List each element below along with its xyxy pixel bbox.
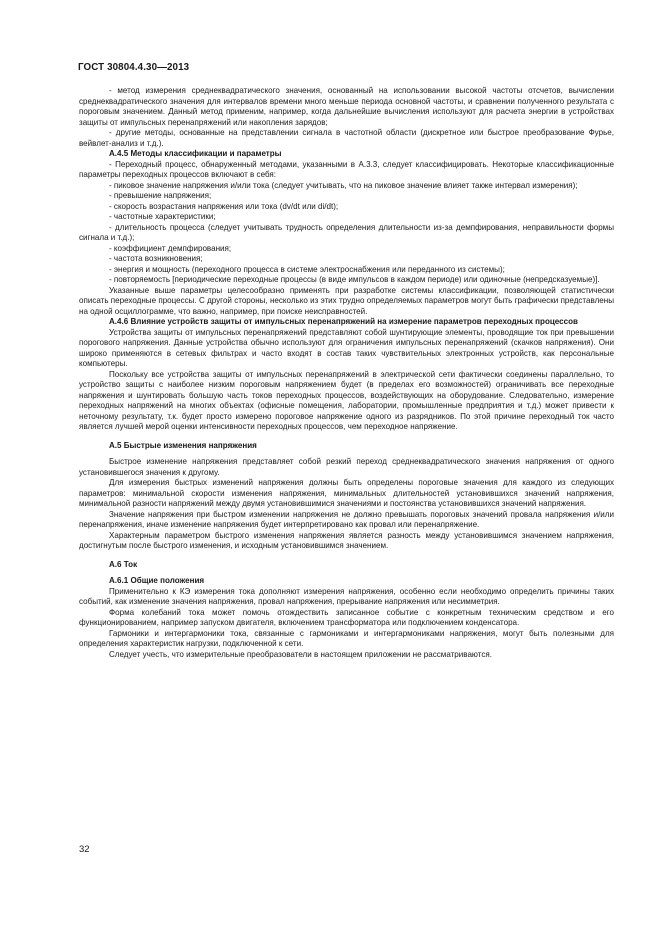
list-item: - скорость возрастания напряжения или тока (dv/dt или di/dt); — [109, 201, 339, 211]
paragraph: Форма колебаний тока может помочь отождествить записанное событие с конкретным техническим средством и его функционированием, например запуском двигателя, включением трансформатора или подключением конденсатора. — [79, 607, 614, 627]
paragraph: Быстрое изменение напряжения представляет собой резкий переход среднеквадратического значения напряжения от одного установившегося значения к другому. — [79, 457, 614, 477]
paragraph: - Переходный процесс, обнаруженный методами, указанными в А.3.3, следует классифицировать. Некоторые классификационные параметры переходных процессов включают в себя: — [79, 159, 614, 179]
paragraph: Указанные выше параметры целесообразно применять при разработке системы классификации, позволяющей статистически описать переходные процессы. С другой стороны, несколько из этих трудно определяемых параметров могут быть графически представлены на одной осциллограмме, что важно, например, при поиске неисправностей. — [79, 285, 614, 316]
section-heading: А.4.6 Влияние устройств защиты от импульсных перенапряжений на измерение параметров переходных процессов — [109, 317, 578, 326]
list-item: - частота возникновения; — [109, 254, 203, 263]
paragraph: - другие методы, основанные на представлении сигнала в частотной области (дискретное или быстрое преобразование Фурье, вейвлет-анализ и т.д.). — [79, 128, 614, 148]
paragraph: Следует учесть, что измерительные преобразователи в настоящем приложении не рассматриваются. — [109, 649, 493, 659]
document-header: ГОСТ 30804.4.30—2013 — [78, 62, 190, 73]
paragraph: Значение напряжения при быстром изменении напряжения не должно превышать пороговых значений провала напряжения и/или перенапряжения, иначе изменение напряжения будет интерпретировано как провал или перенапряжение. — [79, 509, 614, 529]
list-item: - повторяемость [периодические переходные процессы (в виде импульсов в каждом периоде) или одиночные (непредсказуемые)]. — [109, 275, 600, 284]
paragraph: Устройства защиты от импульсных перенапряжений представляют собой шунтирующие элементы, проводящие ток при превышении порогового напряжения. Данные устройства обычно используют для ограничения импульсных перенапряжений (скачков напряжения). Они широко применяются в сетевых фильтрах и часто входят в состав таких чувствительных электронных устройств, как персональные компьютеры. — [79, 327, 614, 368]
list-item: - пиковое значение напряжения и/или тока (следует учитывать, что на пиковое значение влияет также интервал измерения); — [109, 180, 578, 190]
list-item: - коэффициент демпфирования; — [109, 243, 232, 253]
section-heading: А.6.1 Общие положения — [109, 576, 205, 585]
list-item: - энергия и мощность (переходного процесса в системе электроснабжения или переданного из системы); — [109, 264, 505, 274]
section-heading: А.4.5 Методы классификации и параметры — [109, 149, 282, 158]
paragraph: Гармоники и интергармоники тока, связанные с гармониками и интергармониками напряжения, могут быть полезными для определения характеристик нагрузки, подключенной к сети. — [79, 628, 614, 648]
section-heading: А.5 Быстрые изменения напряжения — [109, 440, 257, 450]
page-body — [79, 86, 614, 660]
paragraph: Поскольку все устройства защиты от импульсных перенапряжений в электрической сети фактически соединены параллельно, то устройство защиты с наиболее низким пороговым напряжением будет (в пределах его возможностей) ограничивать все переходные напряжения и шунтировать большую часть токов переходных процессов, воздействующих на оборудование. Следовательно, измерение переходных напряжений на многих объектах (офисные помещения, лаборатории, промышленные предприятия и т.д.) может привести к неточному результату, т.к. будет просто измерено пороговое напряжение одного из разрядников. По этой причине переходный ток часто является лучшей мерой оценки интенсивности переходных процессов, чем переходное напряжение. — [79, 369, 614, 431]
list-item: - частотные характеристики; — [109, 212, 216, 221]
page-number: 32 — [79, 844, 90, 855]
paragraph: Применительно к КЭ измерения тока дополняют измерения напряжения, особенно если необходимо определить причины таких событий, как изменение значения напряжения, провал напряжения, прерывание напряжения или несимметрия. — [79, 586, 614, 606]
paragraph: Для измерения быстрых изменений напряжения должны быть определены пороговые значения для каждого из следующих параметров: минимальной скорости изменения напряжения, минимальных длительностей установившихся значений напряжения, минимальной разности напряжений между двумя установившимися значениями и постоянства установившихся значений напряжения. — [79, 478, 614, 508]
list-item: - превышение напряжения; — [109, 191, 212, 200]
list-item: - длительность процесса (следует учитывать трудность определения длительности из-за демпфирования, неправильности формы сигнала и т.д.); — [79, 222, 614, 242]
section-heading: А.6 Ток — [109, 559, 138, 569]
paragraph: Характерным параметром быстрого изменения напряжения является разность между установившимся значением напряжения, достигнутым после быстрого изменения, и исходным установившимся значением. — [79, 530, 614, 550]
paragraph: - метод измерения среднеквадратического значения, основанный на использовании высокой частоты отсчетов, вычислении среднеквадратического значения для интервалов времени много меньше периода основной частоты, и сравнении полученного результата с пороговым значением. Данный метод применим, например, когда дальнейшие вычисления используют для расчета энергии в устройствах защиты от импульсных перенапряжений или накопления зарядов; — [79, 86, 614, 127]
